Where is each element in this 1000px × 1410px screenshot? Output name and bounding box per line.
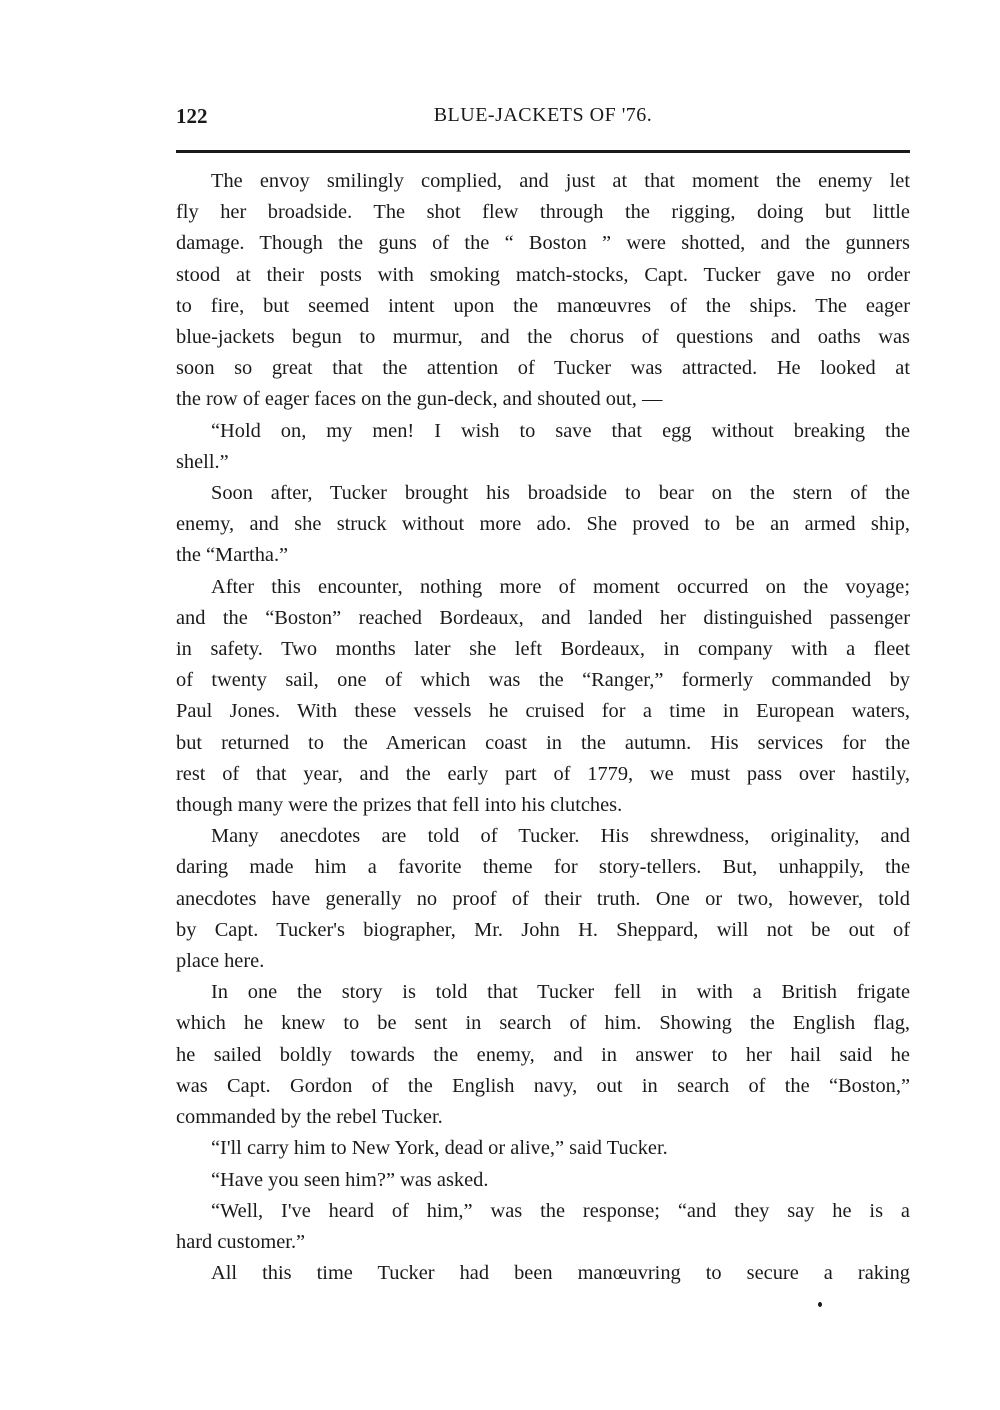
- page-header: [176, 104, 910, 138]
- text-line: shell.”: [176, 450, 229, 473]
- text-line: hard customer.”: [176, 1230, 306, 1253]
- text-line: in safety. Two months later she left Bordeaux, in company with a fleet: [176, 638, 910, 661]
- paragraph: [176, 166, 910, 416]
- text-line: “Well, I've heard of him,” was the response; “and they say he is a: [211, 1199, 910, 1222]
- text-line: the row of eager faces on the gun-deck, and shouted out, —: [176, 388, 663, 411]
- text-line: though many were the prizes that fell into his clutches.: [176, 794, 623, 817]
- text-line: In one the story is told that Tucker fell in with a British frigate: [211, 981, 910, 1004]
- text-line: daring made him a favorite theme for story-tellers. But, unhappily, the: [176, 856, 910, 879]
- text-line: place here.: [176, 950, 265, 973]
- text-line: and the “Boston” reached Bordeaux, and landed her distinguished passenger: [176, 606, 910, 629]
- paragraph: [176, 1196, 910, 1258]
- text-line: commanded by the rebel Tucker.: [176, 1106, 443, 1129]
- text-line: but returned to the American coast in the autumn. His services for the: [176, 731, 910, 754]
- text-line: The envoy smilingly complied, and just at that moment the enemy let: [211, 170, 910, 192]
- ink-speck: [818, 1302, 822, 1307]
- text-line: enemy, and she struck without more ado. She proved to be an armed ship,: [176, 513, 910, 536]
- text-line: stood at their posts with smoking match-stocks, Capt. Tucker gave no order: [176, 263, 910, 286]
- text-line: “Hold on, my men! I wish to save that egg without breaking the: [211, 419, 910, 442]
- header-rule: [176, 150, 910, 153]
- text-line: anecdotes have generally no proof of their truth. One or two, however, told: [176, 887, 910, 910]
- text-line: Paul Jones. With these vessels he cruised for a time in European waters,: [176, 700, 910, 723]
- paragraph: [176, 478, 910, 572]
- text-line: “Have you seen him?” was asked.: [211, 1168, 489, 1191]
- paragraph: [176, 1165, 910, 1196]
- text-line: blue-jackets begun to murmur, and the chorus of questions and oaths was: [176, 326, 910, 349]
- text-line: After this encounter, nothing more of moment occurred on the voyage;: [211, 575, 910, 598]
- paragraph: [176, 1133, 910, 1164]
- text-line: which he knew to be sent in search of him. Showing the English flag,: [176, 1012, 910, 1035]
- paragraph: [176, 572, 910, 822]
- text-line: to fire, but seemed intent upon the manœuvres of the ships. The eager: [176, 294, 910, 317]
- text-line: the “Martha.”: [176, 544, 289, 567]
- text-line: soon so great that the attention of Tucker was attracted. He looked at: [176, 357, 910, 380]
- paragraph: [176, 977, 910, 1133]
- running-title: BLUE-JACKETS OF '76.: [433, 104, 653, 126]
- text-line: damage. Though the guns of the “ Boston ” were shotted, and the gunners: [176, 232, 910, 255]
- text-line: by Capt. Tucker's biographer, Mr. John H. Sheppard, will not be out of: [176, 918, 910, 941]
- text-line: rest of that year, and the early part of 1779, we must pass over hastily,: [176, 762, 910, 785]
- text-line: of twenty sail, one of which was the “Ranger,” formerly commanded by: [176, 669, 910, 692]
- text-line: fly her broadside. The shot flew through the rigging, doing but little: [176, 201, 910, 224]
- text-line: Many anecdotes are told of Tucker. His shrewdness, originality, and: [211, 825, 910, 848]
- text-line: was Capt. Gordon of the English navy, out in search of the “Boston,”: [176, 1074, 910, 1097]
- text-line: All this time Tucker had been manœuvring to secure a raking: [211, 1262, 910, 1285]
- paragraph: [176, 416, 910, 478]
- text-line: he sailed boldly towards the enemy, and in answer to her hail said he: [176, 1043, 910, 1066]
- paragraph: [176, 1258, 910, 1289]
- page-number: 122: [176, 104, 208, 128]
- text-line: Soon after, Tucker brought his broadside to bear on the stern of the: [211, 482, 910, 505]
- paragraph: [176, 821, 910, 977]
- body-text: [176, 166, 910, 1289]
- text-line: “I'll carry him to New York, dead or alive,” said Tucker.: [211, 1137, 668, 1160]
